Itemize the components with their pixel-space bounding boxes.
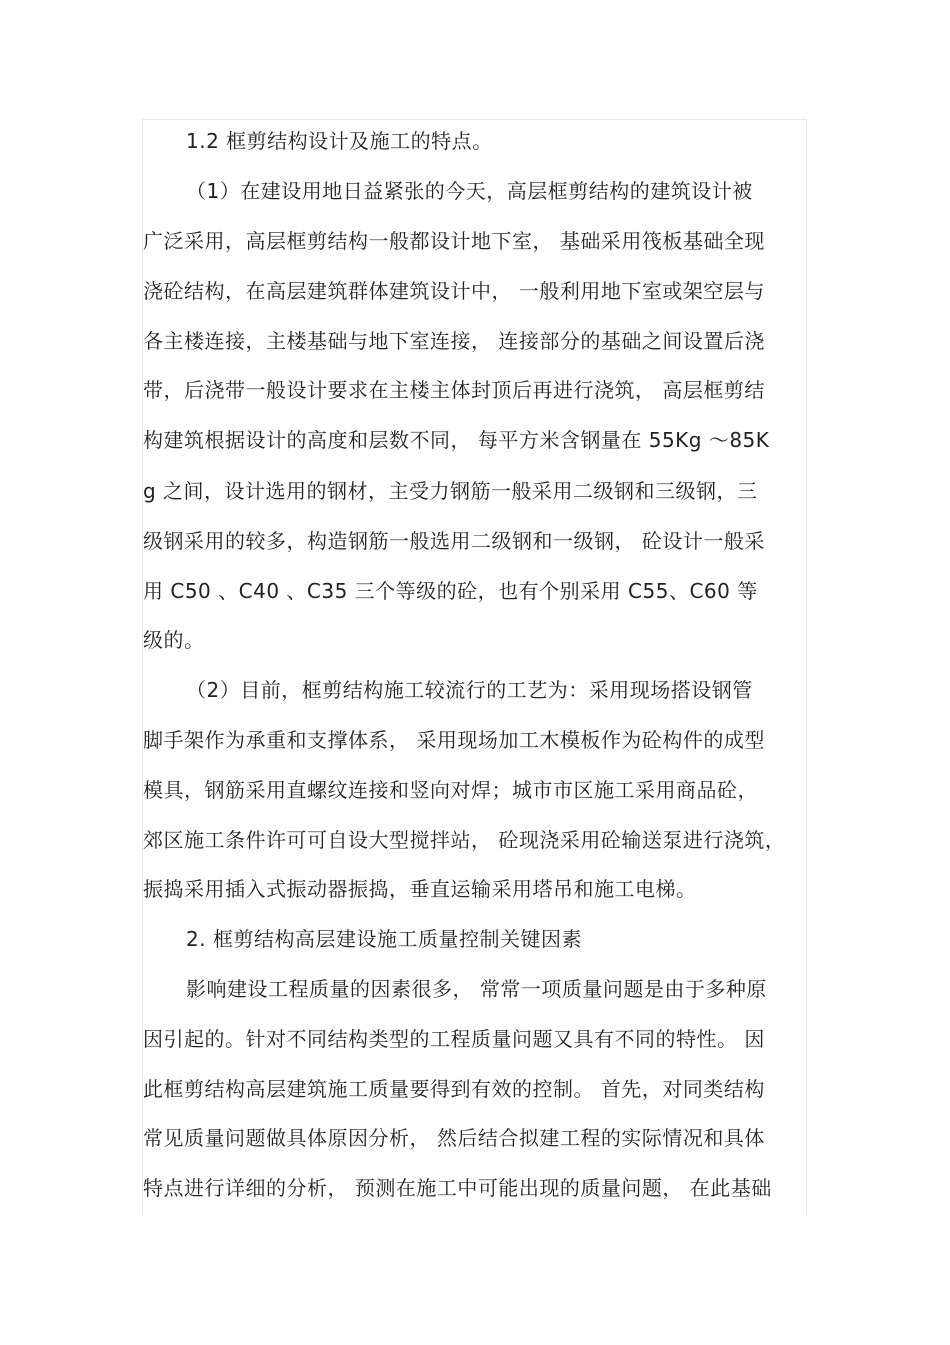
paragraph-line: 影响建设工程质量的因素很多， 常常一项质量问题是由于多种原	[186, 977, 767, 1001]
paragraph-line: 模具，钢筋采用直螺纹连接和竖向对焊；城市市区施工采用商品砼，	[143, 778, 758, 802]
paragraph-line: 级的。	[143, 628, 205, 652]
paragraph-line: 带，后浇带一般设计要求在主楼主体封顶后再进行浇筑， 高层框剪结	[143, 378, 765, 402]
paragraph-line: 此框剪结构高层建筑施工质量要得到有效的控制。 首先，对同类结构	[143, 1077, 765, 1101]
paragraph-line: 振捣采用插入式振动器振捣，垂直运输采用塔吊和施工电梯。	[143, 877, 697, 901]
paragraph-line: 特点进行详细的分析， 预测在施工中可能出现的质量问题， 在此基础	[143, 1176, 772, 1200]
paragraph-line: 各主楼连接，主楼基础与地下室连接， 连接部分的基础之间设置后浇	[143, 329, 765, 353]
paragraph-line: 脚手架作为承重和支撑体系， 采用现场加工木模板作为砼构件的成型	[143, 728, 765, 752]
paragraph-line: 构建筑根据设计的高度和层数不同， 每平方米含钢量在 55Kg ～85K	[143, 428, 770, 452]
paragraph-line: 广泛采用，高层框剪结构一般都设计地下室， 基础采用筏板基础全现	[143, 229, 765, 253]
paragraph-line: 用 C50 、C40 、C35 三个等级的砼，也有个别采用 C55、C60 等	[143, 579, 758, 603]
paragraph-line: （2）目前，框剪结构施工较流行的工艺为：采用现场搭设钢管	[186, 678, 753, 702]
paragraph-line: g 之间，设计选用的钢材，主受力钢筋一般采用二级钢和三级钢，三	[143, 479, 758, 503]
paragraph-line: 级钢采用的较多，构造钢筋一般选用二级钢和一级钢， 砼设计一般采	[143, 529, 765, 553]
paragraph-line: 常见质量问题做具体原因分析， 然后结合拟建工程的实际情况和具体	[143, 1126, 765, 1150]
paragraph-line: （1）在建设用地日益紧张的今天，高层框剪结构的建筑设计被	[186, 179, 753, 203]
paragraph-line: 因引起的。针对不同结构类型的工程质量问题又具有不同的特性。 因	[143, 1027, 765, 1051]
paragraph-line: 浇砼结构，在高层建筑群体建筑设计中， 一般利用地下室或架空层与	[143, 279, 765, 303]
section-heading-1-2: 1.2 框剪结构设计及施工的特点。	[186, 129, 493, 153]
paragraph-line: 郊区施工条件许可可自设大型搅拌站， 砼现浇采用砼输送泵进行浇筑，	[143, 828, 786, 852]
section-heading-2: 2. 框剪结构高层建设施工质量控制关键因素	[186, 927, 582, 951]
